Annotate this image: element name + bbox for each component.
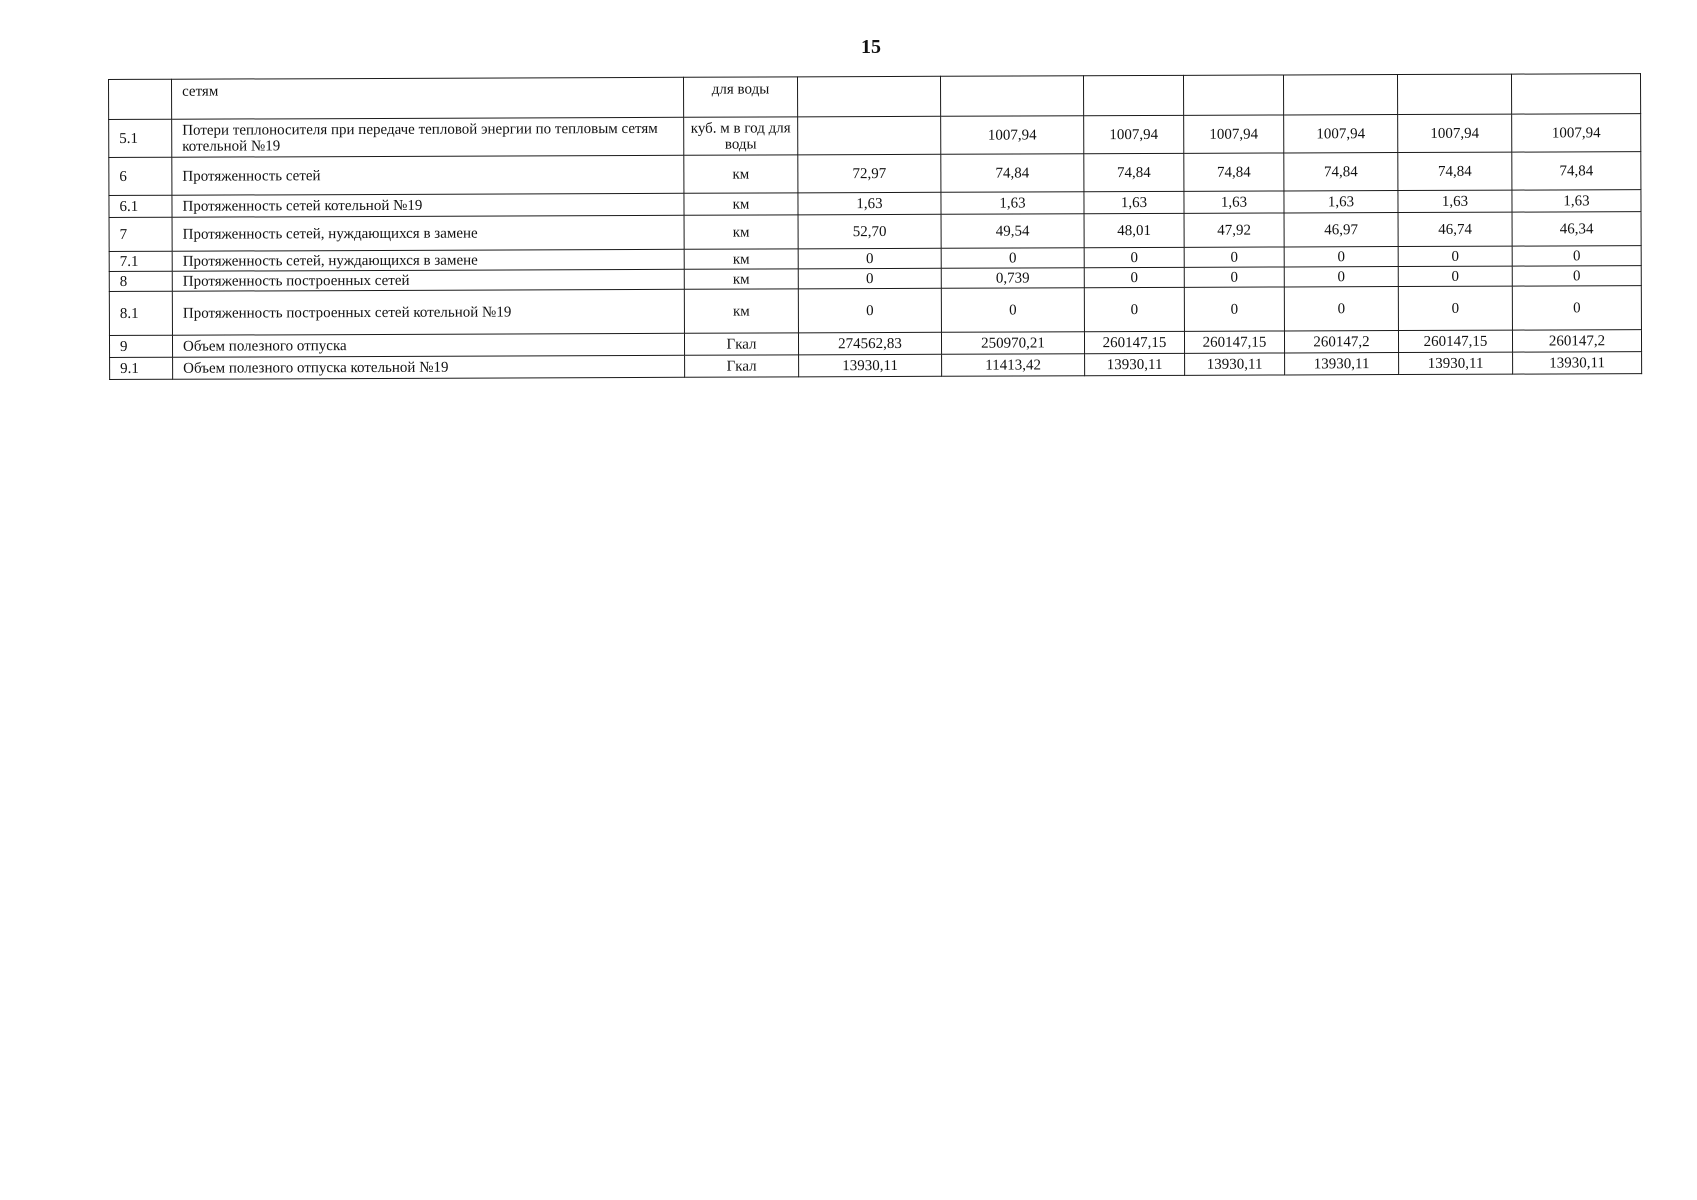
row-number-cell: 9.1: [110, 357, 173, 379]
data-table: [108, 73, 1642, 380]
indicator-name-cell: Протяженность сетей, нуждающихся в замене: [172, 215, 684, 251]
row-number-cell: 7.1: [109, 251, 172, 271]
value-cell: 0: [1084, 247, 1184, 267]
value-cell: 0: [1284, 267, 1398, 287]
value-cell: 46,34: [1512, 212, 1641, 246]
value-cell: 48,01: [1084, 213, 1184, 247]
page-number: 15: [861, 36, 881, 58]
indicator-name-cell: Объем полезного отпуска котельной №19: [173, 355, 685, 379]
unit-cell: км: [684, 249, 798, 269]
value-cell: 0: [1084, 287, 1184, 331]
value-cell: 74,84: [1284, 153, 1398, 191]
value-cell: 1007,94: [1184, 115, 1284, 153]
row-number-cell: 6: [109, 157, 172, 195]
table-row: [109, 114, 1641, 158]
table-row: [110, 352, 1642, 380]
value-cell: 250970,21: [941, 332, 1084, 355]
table-row: [109, 286, 1641, 336]
value-cell: 0: [1284, 287, 1398, 331]
value-cell: [1511, 74, 1640, 114]
row-number-cell: [109, 79, 172, 119]
table-row: [109, 152, 1641, 196]
value-cell: 0: [1284, 247, 1398, 267]
value-cell: 1007,94: [1512, 114, 1641, 152]
value-cell: 11413,42: [942, 354, 1085, 377]
row-number-cell: 6.1: [109, 195, 172, 217]
indicator-name-cell: Протяженность сетей, нуждающихся в замене: [172, 249, 684, 271]
value-cell: 49,54: [941, 214, 1084, 249]
value-cell: 1007,94: [1284, 115, 1398, 153]
value-cell: 0: [1398, 246, 1512, 266]
value-cell: 1,63: [798, 192, 941, 215]
row-number-cell: 7: [109, 217, 172, 251]
value-cell: 0: [941, 288, 1084, 333]
value-cell: [1283, 75, 1397, 115]
value-cell: 0: [798, 268, 941, 289]
indicator-name-cell: сетям: [172, 77, 684, 119]
value-cell: 1,63: [1398, 190, 1512, 212]
value-cell: 0: [1512, 286, 1641, 330]
value-cell: 1007,94: [941, 116, 1084, 155]
indicator-name-cell: Протяженность сетей котельной №19: [172, 193, 684, 217]
row-number-cell: 5.1: [109, 119, 172, 157]
value-cell: 74,84: [1512, 152, 1641, 190]
indicator-name-cell: Объем полезного отпуска: [172, 333, 684, 357]
value-cell: 260147,15: [1398, 330, 1512, 352]
value-cell: 46,97: [1284, 213, 1398, 247]
value-cell: 260147,15: [1084, 331, 1184, 353]
value-cell: 260147,15: [1184, 331, 1284, 353]
value-cell: 260147,2: [1284, 331, 1398, 353]
value-cell: 1,63: [1512, 190, 1641, 212]
unit-cell: км: [684, 155, 798, 193]
value-cell: 74,84: [1398, 152, 1512, 190]
value-cell: 260147,2: [1512, 330, 1641, 352]
unit-cell: км: [684, 289, 798, 333]
indicator-name-cell: Протяженность сетей: [172, 155, 684, 195]
value-cell: 1,63: [1184, 191, 1284, 213]
unit-cell: Гкал: [684, 333, 798, 355]
value-cell: 0: [1398, 286, 1512, 330]
value-cell: [1183, 75, 1283, 115]
unit-cell: для воды: [683, 77, 797, 117]
unit-cell: км: [684, 269, 798, 289]
value-cell: [940, 76, 1083, 117]
value-cell: [1397, 74, 1511, 114]
value-cell: 1,63: [1084, 191, 1184, 213]
value-cell: 1007,94: [1084, 115, 1184, 153]
value-cell: 13930,11: [1185, 353, 1285, 375]
value-cell: 1007,94: [1398, 114, 1512, 152]
value-cell: 274562,83: [798, 332, 941, 355]
value-cell: [798, 116, 941, 155]
unit-cell: км: [684, 215, 798, 249]
value-cell: 13930,11: [1085, 353, 1185, 375]
value-cell: [1083, 75, 1183, 115]
row-number-cell: 9: [109, 335, 172, 357]
indicator-name-cell: Протяженность построенных сетей котельной №19: [172, 289, 684, 335]
value-cell: 74,84: [1084, 153, 1184, 191]
value-cell: 0: [1184, 287, 1284, 331]
value-cell: 1,63: [941, 192, 1084, 215]
value-cell: 0: [1184, 247, 1284, 267]
value-cell: 0: [1512, 246, 1641, 266]
value-cell: 0: [1184, 267, 1284, 287]
row-number-cell: 8.1: [109, 291, 172, 335]
value-cell: 13930,11: [1513, 352, 1642, 374]
value-cell: 0: [798, 248, 941, 269]
value-cell: 13930,11: [1399, 352, 1513, 374]
value-cell: 13930,11: [1285, 353, 1399, 375]
indicator-name-cell: Протяженность построенных сетей: [172, 269, 684, 291]
value-cell: 0: [1084, 267, 1184, 287]
value-cell: 0,739: [941, 268, 1084, 289]
value-cell: 46,74: [1398, 212, 1512, 246]
value-cell: 0: [798, 288, 941, 333]
table-row: [109, 74, 1641, 120]
value-cell: 0: [1398, 266, 1512, 286]
value-cell: 47,92: [1184, 213, 1284, 247]
value-cell: [797, 76, 940, 117]
value-cell: 1,63: [1284, 191, 1398, 213]
indicator-name-cell: Потери теплоносителя при передаче тепловой энергии по тепловым сетям котельной №19: [172, 117, 684, 157]
unit-cell: Гкал: [685, 355, 799, 377]
value-cell: 0: [1512, 266, 1641, 286]
unit-cell: куб. м в год для воды: [684, 117, 798, 155]
value-cell: 74,84: [941, 154, 1084, 193]
value-cell: 72,97: [798, 154, 941, 193]
unit-cell: км: [684, 193, 798, 215]
value-cell: 74,84: [1184, 153, 1284, 191]
value-cell: 52,70: [798, 214, 941, 249]
row-number-cell: 8: [109, 271, 172, 291]
value-cell: 13930,11: [799, 354, 942, 377]
value-cell: 0: [941, 248, 1084, 269]
